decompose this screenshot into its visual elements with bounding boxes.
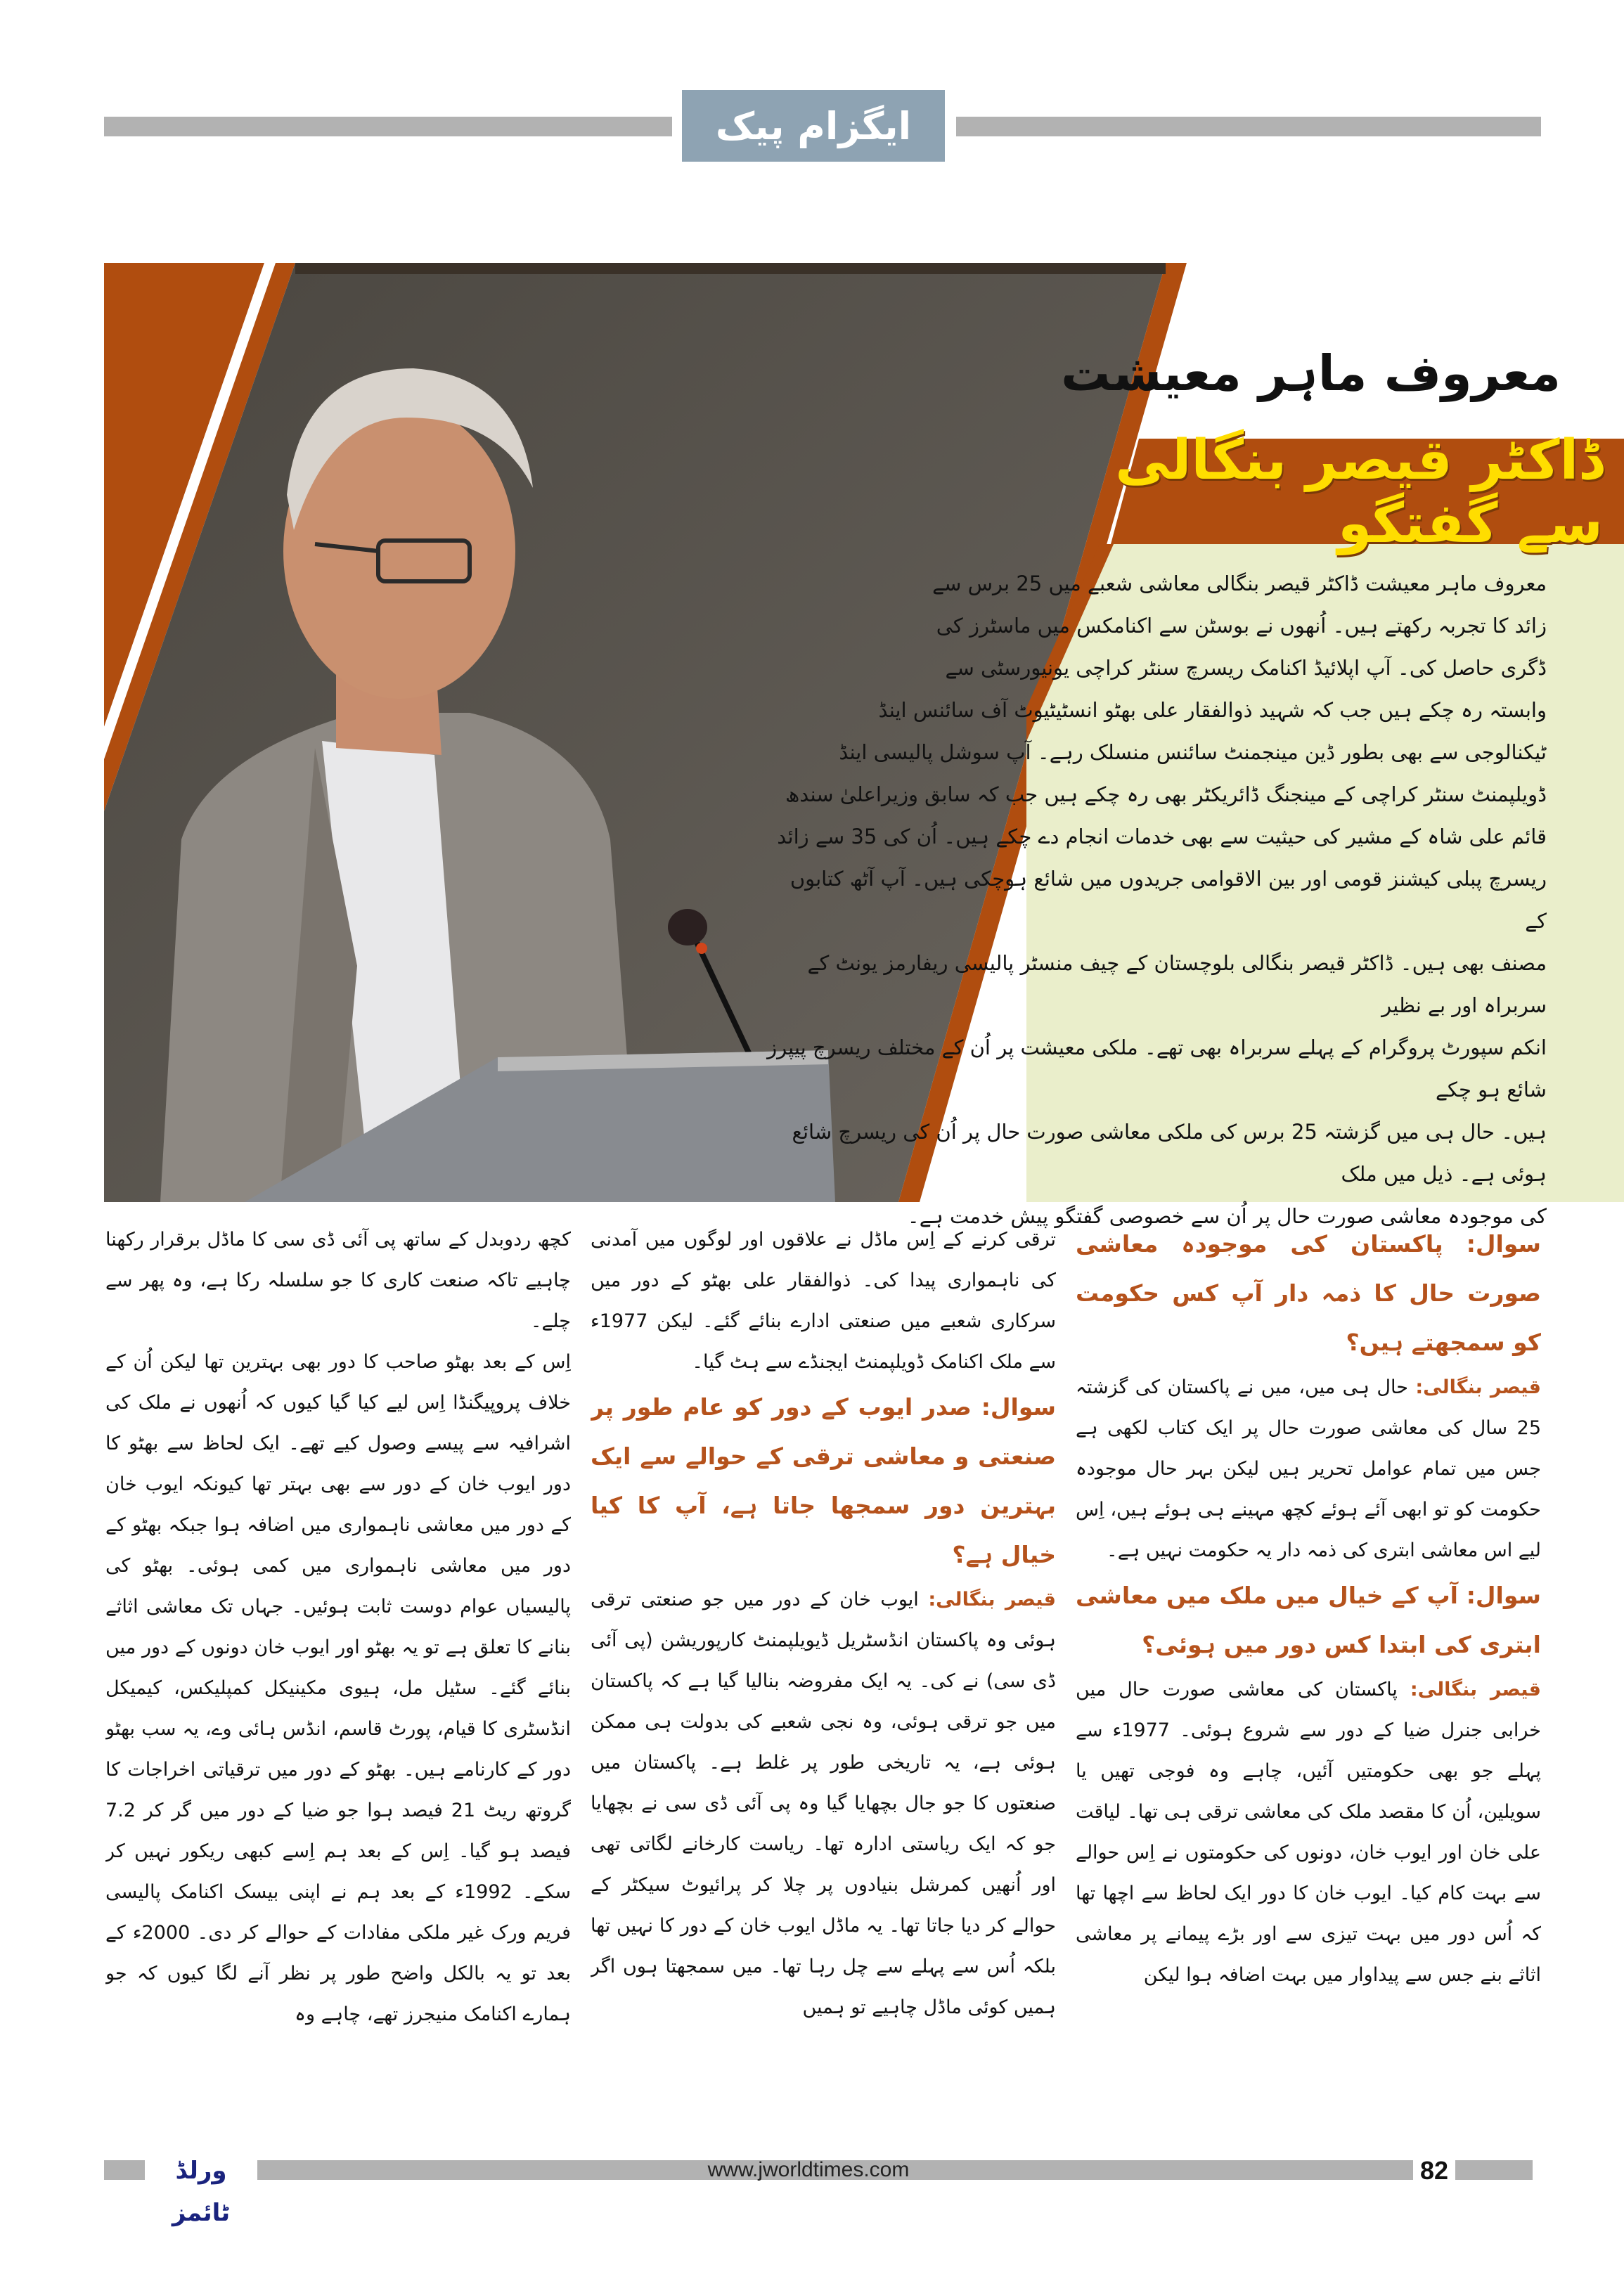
intro-line: انکم سپورٹ پروگرام کے پہلے سربراہ بھی تھے۔ ملکی معیشت پر اُن کے مختلف ریسرچ پیپرز شائع ہو چکے (767, 1035, 1547, 1102)
answer-text: پاکستان کی معاشی صورت حال میں خرابی جنرل ضیا کے دور سے شروع ہوئی۔ 1977ء سے پہلے جو بھی حکومتیں آئیں، چاہے وہ فوجی تھیں یا سویلین، اُن کا مقصد ملک کی معاشی ترقی ہی تھا۔ لیاقت علی خان اور ایوب خان، دونوں کی حکومتوں نے اِس حوالے سے بہت کام کیا۔ ایوب خان کا دور ایک لحاظ سے اچھا تھا کہ اُس دور میں بہت تیزی سے اور بڑے پیمانے پر معاشی اثاثے بنے جس سے پیداوار میں بہت اضافہ ہوا لیکن (1076, 1679, 1541, 1986)
answer-1 (1076, 1367, 1541, 1571)
header-rule-right (956, 117, 1541, 136)
article-column-left (105, 1220, 571, 2155)
intro-line: ریسرچ پبلی کیشنز قومی اور بین الاقوامی جریدوں میں شائع ہوچکی ہیں۔ آپ آٹھ کتابوں کے (790, 867, 1547, 933)
speaker-label: قیصر بنگالی: (1410, 1679, 1541, 1700)
paragraph: اِس کے بعد بھٹو صاحب کا دور بھی بہترین تھا لیکن اُن کے خلاف پروپیگنڈا اِس لیے کیا گیا کیوں کہ اُنھوں نے ملک کی اشرافیہ سے پیسے وصول کیے تھے۔ ایک لحاظ سے بھٹو کا دور ایوب خان کے دور سے بھی بہتر تھا کیونکہ ایوب خان کے دور میں معاشی ناہمواری میں اضافہ ہوا جبکہ بھٹو کے دور میں معاشی ناہمواری میں کمی ہوئی۔ بھٹو کی پالیسیاں عوام دوست ثابت ہوئیں۔ جہاں تک معاشی اثاثے بنانے کا تعلق ہے تو یہ بھٹو اور ایوب خان دونوں کے دور میں بنائے گئے۔ سٹیل مل، ہیوی مکینیکل کمپلیکس، کیمیکل انڈسٹری کا قیام، پورٹ قاسم، انڈس ہائی وے، یہ سب بھٹو دور کے کارنامے ہیں۔ بھٹو کے دور میں ترقیاتی اخراجات کا گروتھ ریٹ 21 فیصد ہوا جو ضیا کے دور میں گر کر 7.2 فیصد ہو گیا۔ اِس کے بعد ہم اِسے کبھی ریکور نہیں کر سکے۔ 1992ء کے بعد ہم نے اپنی بیسک اکنامک پالیسی فریم ورک غیر ملکی مفادات کے حوالے کر دی۔ 2000ء کے بعد تو یہ بالکل واضح طور پر نظر آنے لگا کیوں کہ جو ہمارے اکنامک منیجرز تھے، چاہے وہ (105, 1351, 571, 2025)
article-column-middle (591, 1220, 1056, 2155)
header-rule-left (104, 117, 672, 136)
answer-text: ایوب خان کے دور میں جو صنعتی ترقی ہوئی وہ پاکستان انڈسٹریل ڈیویلپمنٹ کارپوریشن (پی آئی ڈی سی) نے کی۔ یہ ایک مفروضہ بنالیا گیا ہے کہ پاکستان میں جو ترقی ہوئی، وہ نجی شعبے کی بدولت ہی ممکن ہوئی ہے، یہ تاریخی طور پر غلط ہے۔ پاکستان میں صنعتوں کا جو جال بچھایا گیا وہ پی آئی ڈی سی نے بچھایا جو کہ ایک ریاستی ادارہ تھا۔ ریاست کارخانے لگاتی تھی اور اُنھیں کمرشل بنیادوں پر چلا کر پرائیوٹ سیکٹر کے حوالے کر دیا جاتا تھا۔ یہ ماڈل ایوب خان کے دور کا نہیں تھا بلکہ اُس سے پہلے سے چل رہا تھا۔ میں سمجھتا ہوں اگر ہمیں کوئی ماڈل چاہیے تو ہمیں (591, 1589, 1056, 2018)
intro-line: معروف ماہر معیشت ڈاکٹر قیصر بنگالی معاشی شعبے میں 25 برس سے (932, 572, 1547, 595)
speaker-label: قیصر بنگالی: (928, 1589, 1056, 1610)
intro-line: زائد کا تجربہ رکھتے ہیں۔ اُنھوں نے بوسٹن سے اکنامکس میں ماسٹرز کی (936, 614, 1547, 638)
intro-line: قائم علی شاہ کے مشیر کی حیثیت سے بھی خدمات انجام دے چکے ہیں۔ اُن کی 35 سے زائد (777, 825, 1547, 848)
intro-line: وابستہ رہ چکے ہیں جب کہ شہید ذوالفقار علی بھٹو انسٹیٹیوٹ آف سائنس اینڈ (878, 698, 1547, 722)
intro-line: ڈویلپمنٹ سنٹر کراچی کے مینجنگ ڈائریکٹر بھی رہ چکے ہیں جب کہ سابق وزیراعلیٰ سندھ (785, 782, 1547, 806)
intro-line: کی موجودہ معاشی صورت حال پر اُن سے خصوصی گفتگو پیش خدمت ہے۔ (907, 1204, 1547, 1228)
page-number: 82 (1413, 2151, 1455, 2190)
intro-line: ٹیکنالوجی سے بھی بطور ڈین مینجمنٹ سائنس منسلک رہے۔ آپ سوشل پالیسی اینڈ (839, 740, 1547, 764)
paragraph: ترقی کرنے کے اِس ماڈل نے علاقوں اور لوگوں میں آمدنی کی ناہمواری پیدا کی۔ ذوالفقار علی بھٹو کے دور میں سرکاری شعبے میں صنعتی ادارے بنائے گئے۔ لیکن 1977ء سے ملک اکنامک ڈویلپمنٹ ایجنڈے سے ہٹ گیا۔ (591, 1229, 1056, 1373)
intro-text (766, 562, 1575, 1237)
paragraph: کچھ ردوبدل کے ساتھ پی آئی ڈی سی کا ماڈل برقرار رکھنا چاہیے تاکہ صنعت کاری کا جو سلسلہ رکا ہے، وہ پھر سے چلے۔ (105, 1229, 571, 1332)
speaker-label: قیصر بنگالی: (1415, 1376, 1541, 1398)
question-2: سوال: آپ کے خیال میں ملک میں معاشی ابتری کی ابتدا کس دور میں ہوئی؟ (1076, 1582, 1541, 1658)
intro-line: ڈگری حاصل کی۔ آپ اپلائیڈ اکنامک ریسرچ سنٹر کراچی یونیورسٹی سے (945, 656, 1547, 680)
answer-text: حال ہی میں، میں نے پاکستان کی گزشتہ 25 سال کی معاشی صورت حال پر ایک کتاب لکھی ہے جس میں تمام عوامل تحریر ہیں لیکن بہر حال موجودہ حکومت کو تو ابھی آئے ہوئے کچھ مہینے ہی ہوئے ہیں، اِس لیے اس معاشی ابتری کی ذمہ دار یہ حکومت نہیں ہے۔ (1076, 1376, 1541, 1561)
intro-line: ہیں۔ حال ہی میں گزشتہ 25 برس کی ملکی معاشی صورت حال پر اُن کی ریسرچ شائع ہوئی ہے۔ ذیل میں ملک (792, 1120, 1547, 1186)
intro-line: مصنف بھی ہیں۔ ڈاکٹر قیصر بنگالی بلوچستان کے چیف منسٹر پالیسی ریفارمز یونٹ کے سربراہ اور بے نظیر (807, 951, 1547, 1017)
answer-3 (591, 1580, 1056, 2028)
question-3: سوال: صدر ایوب کے دور کو عام طور پر صنعتی و معاشی ترقی کے حوالے سے ایک بہترین دور سمجھا جاتا ہے، آپ کا کیا خیال ہے؟ (591, 1393, 1056, 1568)
answer-2 (1076, 1670, 1541, 1996)
article-column-right (1076, 1220, 1541, 2155)
footer-url[interactable]: www.jworldtimes.com (707, 2158, 910, 2181)
hero-title: ڈاکٹر قیصر بنگالی سے گفتگو (1115, 429, 1603, 555)
section-title: ایگزام پیک (682, 90, 945, 162)
question-1: سوال: پاکستان کی موجودہ معاشی صورت حال کا ذمہ دار آپ کس حکومت کو سمجھتے ہیں؟ (1076, 1230, 1541, 1356)
hero-kicker: معروف ماہر معیشت (1061, 344, 1561, 402)
footer-logo: ورلڈ ٹائمز (145, 2150, 257, 2192)
